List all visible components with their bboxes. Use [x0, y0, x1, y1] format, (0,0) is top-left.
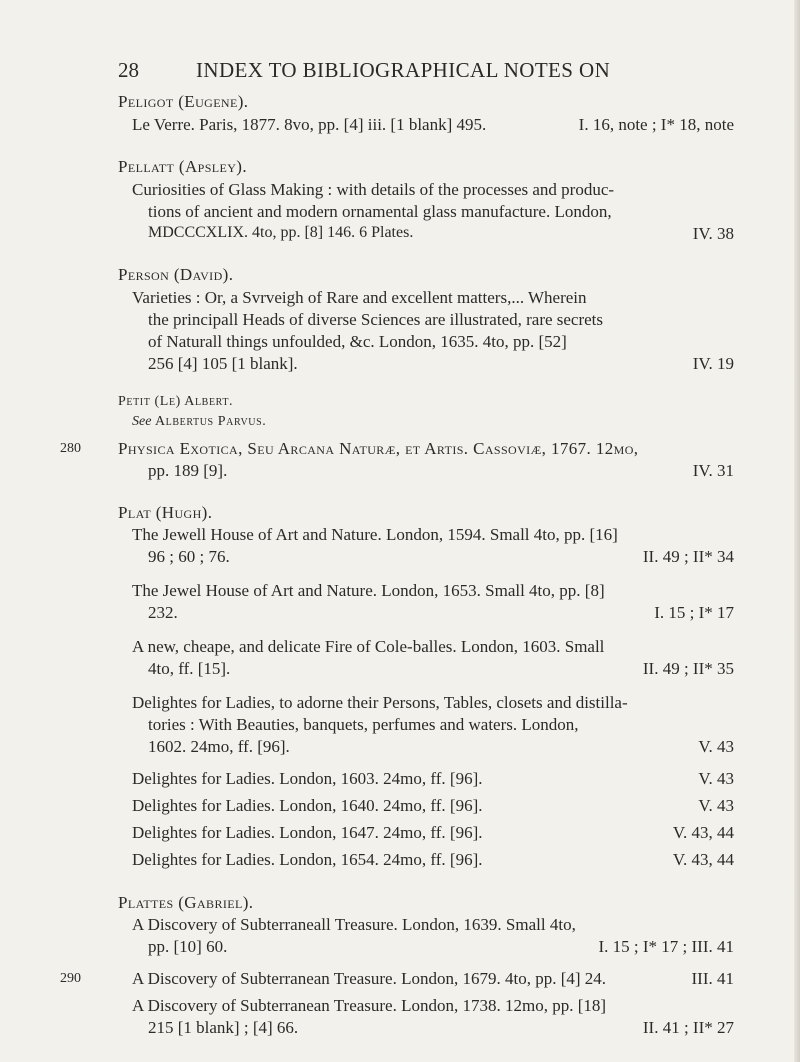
entry-reference: V. 43, 44 — [672, 823, 734, 842]
entry-line: of Naturall things unfoulded, &c. London, 1635. 4to, pp. [52] — [148, 332, 567, 351]
entry-line: The Jewel House of Art and Nature. London, 1653. Small 4to, pp. [8] — [132, 581, 605, 600]
entry-line: MDCCCXLIX. 4to, pp. [8] 146. 6 Plates. — [148, 224, 414, 241]
entry-line: tories : With Beauties, banquets, perfumes and waters. London, — [148, 715, 579, 734]
entry-line: A Discovery of Subterraneall Treasure. London, 1639. Small 4to, — [132, 915, 576, 934]
entry-line: Varieties : Or, a Svrveigh of Rare and excellent matters,... Wherein — [132, 288, 587, 307]
entry-line: Delightes for Ladies. London, 1654. 24mo, ff. [96]. — [132, 850, 483, 869]
entry-line: the principall Heads of diverse Sciences are illustrated, rare secrets — [148, 310, 604, 329]
running-head: INDEX TO BIBLIOGRAPHICAL NOTES ON — [196, 58, 611, 82]
entry-line: Delightes for Ladies. London, 1640. 24mo, ff. [96]. — [132, 796, 483, 815]
entry-line: Delightes for Ladies, to adorne their Persons, Tables, closets and distilla- — [132, 693, 628, 712]
entry-line: The Jewell House of Art and Nature. London, 1594. Small 4to, pp. [16] — [132, 525, 618, 544]
entry-line: Le Verre. Paris, 1877. 8vo, pp. [4] iii. [1 blank] 495. — [132, 115, 487, 134]
entry-heading: Plattes (Gabriel). — [118, 893, 254, 912]
entry-line: 96 ; 60 ; 76. — [148, 547, 230, 566]
entry-heading: Peligot (Eugene). — [118, 92, 249, 111]
entry-reference: IV. 31 — [692, 461, 734, 480]
entry-line: 232. — [148, 603, 178, 622]
entry-reference: I. 16, note ; I* 18, note — [578, 115, 734, 134]
entry-heading: Physica Exotica, Seu Arcana Naturæ, et Artis. Cassoviæ, 1767. 12mo, — [118, 439, 639, 458]
entry-reference: V. 43 — [698, 796, 734, 815]
entry-reference: I. 15 ; I* 17 — [654, 603, 734, 622]
entry-reference: V. 43 — [698, 737, 734, 756]
entry-reference: II. 49 ; II* 34 — [642, 547, 734, 566]
entry-line: tions of ancient and modern ornamental glass manufacture. London, — [148, 202, 612, 221]
entry-line: A Discovery of Subterranean Treasure. London, 1738. 12mo, pp. [18] — [132, 996, 607, 1015]
entry-line: Curiosities of Glass Making : with details of the processes and produc- — [132, 180, 615, 199]
entry-line: pp. [10] 60. — [148, 937, 228, 956]
entry-reference: V. 43, 44 — [672, 850, 734, 869]
entry-reference: I. 15 ; I* 17 ; III. 41 — [598, 937, 734, 956]
entry-line: A Discovery of Subterranean Treasure. London, 1679. 4to, pp. [4] 24. — [132, 969, 607, 988]
entry-heading: Person (David). — [118, 265, 234, 284]
entry-heading: Petit (Le) Albert. — [118, 394, 234, 409]
entry-reference: II. 41 ; II* 27 — [642, 1018, 734, 1037]
page-number: 28 — [118, 58, 139, 82]
entry-line: A new, cheape, and delicate Fire of Cole-balles. London, 1603. Small — [132, 637, 605, 656]
margin-number: 280 — [60, 441, 81, 456]
entry-line: pp. 189 [9]. — [148, 461, 228, 480]
entry-line: 4to, ff. [15]. — [148, 659, 231, 678]
entry-reference: V. 43 — [698, 769, 734, 788]
entry-reference: IV. 19 — [692, 354, 734, 373]
page-edge-shadow — [794, 0, 800, 1062]
entry-line: Delightes for Ladies. London, 1647. 24mo, ff. [96]. — [132, 823, 483, 842]
entry-reference: II. 49 ; II* 35 — [642, 659, 734, 678]
entry-line: 256 [4] 105 [1 blank]. — [148, 354, 298, 373]
entry-line: Delightes for Ladies. London, 1603. 24mo, ff. [96]. — [132, 769, 483, 788]
entry-reference: III. 41 — [691, 969, 734, 988]
margin-number: 290 — [60, 971, 81, 986]
entry-reference: IV. 38 — [692, 224, 734, 243]
entry-line: 1602. 24mo, ff. [96]. — [148, 737, 290, 756]
entry-line: 215 [1 blank] ; [4] 66. — [148, 1018, 299, 1037]
see-reference: See Albertus Parvus. — [132, 414, 267, 429]
entry-heading: Pellatt (Apsley). — [118, 157, 248, 176]
entry-heading: Plat (Hugh). — [118, 503, 213, 522]
